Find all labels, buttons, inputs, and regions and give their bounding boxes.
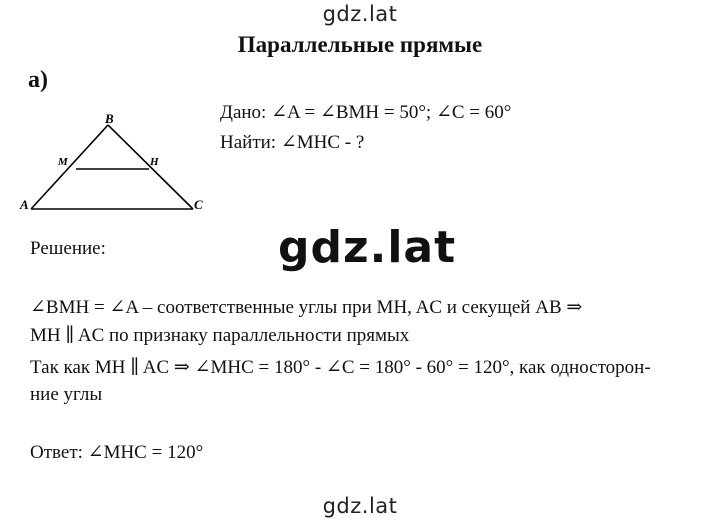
solution-heading: Решение: — [30, 238, 106, 259]
solution-line-1: ∠BMH = ∠A – соответственные углы при MH, AC и секущей AB ⇒ — [30, 297, 583, 318]
vertex-label-m: M — [58, 156, 68, 168]
watermark-top: gdz.lat — [322, 2, 398, 26]
watermark-bottom: gdz.lat — [322, 494, 398, 518]
triangle-diagram — [18, 105, 218, 220]
vertex-label-a: A — [20, 197, 29, 212]
solution-line-4: ние углы — [30, 384, 103, 405]
find-text: Найти: ∠MHC - ? — [220, 132, 365, 153]
solution-line-3: Так как MH ∥ AC ⇒ ∠MHC = 180° - ∠C = 180° - 60° = 120°, как односторон- — [30, 357, 651, 378]
vertex-label-b: B — [105, 111, 114, 126]
part-label: а) — [28, 67, 48, 93]
vertex-label-c: C — [194, 197, 203, 212]
answer-text: Ответ: ∠MHC = 120° — [30, 442, 204, 463]
page-title: Параллельные прямые — [237, 32, 483, 57]
vertex-label-h: H — [150, 156, 159, 168]
watermark-middle: gdz.lat — [278, 222, 457, 273]
given-text: Дано: ∠A = ∠BMH = 50°; ∠C = 60° — [220, 102, 512, 123]
solution-line-2: MH ∥ AC по признаку параллельности прямых — [30, 325, 410, 346]
side-ab — [31, 125, 108, 209]
